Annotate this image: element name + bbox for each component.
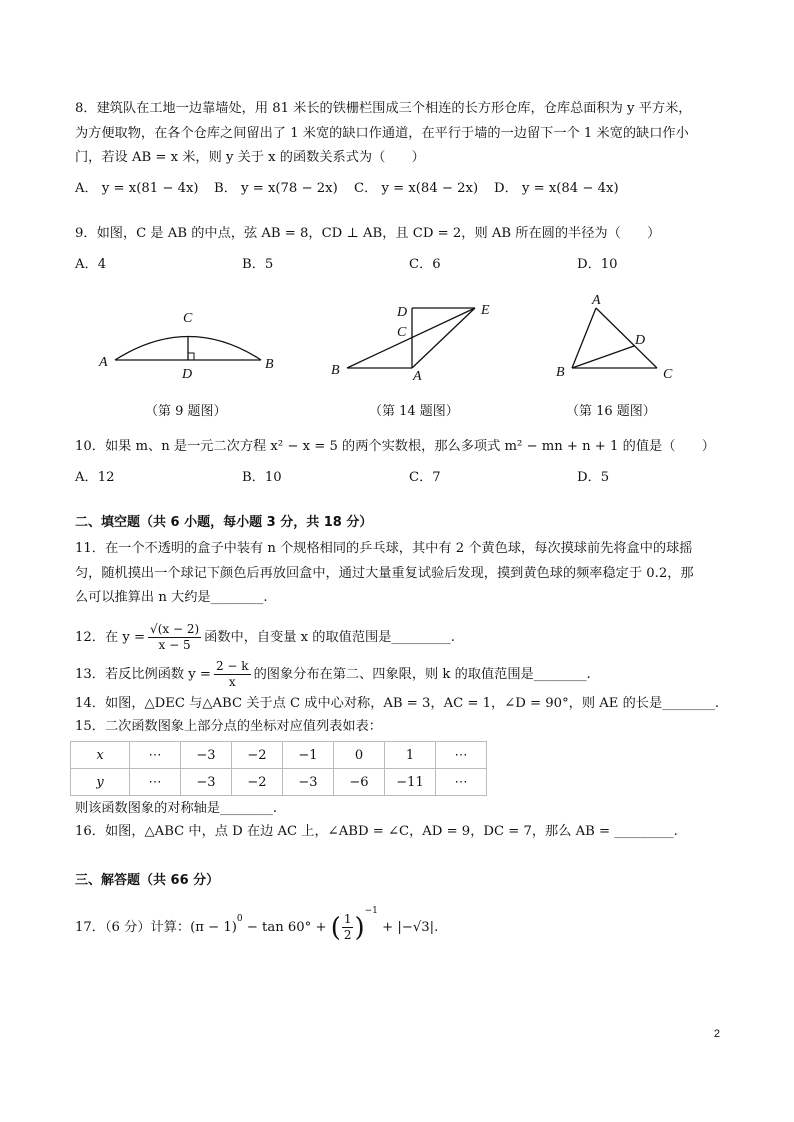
segment-ab (572, 308, 596, 368)
q13-prefix: 13．若反比例函数 y = (75, 666, 211, 682)
q9-option-c: C．6 (409, 257, 441, 272)
x-cell: 0 (334, 742, 385, 769)
q12-suffix: 函数中，自变量 x 的取值范围是_________. (204, 629, 455, 645)
section-2-title: 二、填空题（共 6 小题，每小题 3 分，共 18 分） (75, 515, 373, 530)
segment-ae (412, 308, 475, 368)
segment-be (347, 308, 475, 368)
q11-line-3: 么可以推算出 n 大约是________. (75, 590, 268, 605)
q8-line-2: 为方便取物，在各个仓库之间留出了 1 米宽的缺口作通道，在平行于墙的一边留下一个 1 米宽的缺口作小 (75, 126, 689, 141)
q10-option-b: B．10 (242, 470, 282, 485)
q17-exponent-neg1: −1 (364, 906, 378, 916)
label-c: C (663, 367, 673, 382)
y-cell: −3 (283, 769, 334, 796)
table-row-y (71, 769, 487, 796)
q13-denominator: x (228, 675, 236, 689)
q10-line-1: 10．如果 m、n 是一元二次方程 x² − x = 5 的两个实数根，那么多项式 m² − mn + n + 1 的值是（ ） (75, 439, 715, 454)
q13-line (75, 659, 591, 690)
label-b: B (331, 363, 340, 378)
q8-line-3: 门，若设 AB = x 米，则 y 关于 x 的函数关系式为（ ） (75, 150, 425, 165)
segment-bd (572, 346, 634, 368)
q17-prefix: 17．（6 分）计算：(π − 1) (75, 919, 237, 935)
figure-16 (553, 290, 683, 385)
q13-numerator: 2 − k (215, 659, 249, 673)
label-b: B (265, 357, 274, 372)
x-cell: 1 (385, 742, 436, 769)
q10-option-c: C．7 (409, 470, 441, 485)
q9-option-b: B．5 (242, 257, 274, 272)
q17-mid: − tan 60° + (242, 919, 331, 935)
x-cell: ⋯ (130, 742, 181, 769)
y-cell: −2 (232, 769, 283, 796)
left-paren: ( (330, 912, 341, 943)
y-cell: ⋯ (436, 769, 487, 796)
q12-line (75, 622, 455, 653)
y-cell: ⋯ (130, 769, 181, 796)
figure-9 (95, 308, 285, 383)
q15-value-table (70, 741, 487, 796)
q15-line-2: 则该函数图象的对称轴是________. (75, 801, 278, 816)
label-c: C (397, 325, 407, 340)
y-header: y (71, 769, 130, 796)
q8-option-d: D． y = x(84 − 4x) (494, 181, 619, 196)
section-3-title: 三、解答题（共 66 分） (75, 873, 220, 888)
q17-fraction (342, 912, 354, 943)
q14-line-1: 14．如图，△DEC 与△ABC 关于点 C 成中心对称，AB = 3，AC = 1，∠D = 90°，则 AE 的长是________. (75, 696, 720, 711)
q9-option-a: A．4 (75, 257, 107, 272)
q12-prefix: 12．在 y = (75, 629, 146, 645)
q11-line-2: 匀，随机摸出一个球记下颜色后再放回盒中，通过大量重复试验后发现，摸到黄色球的频率稳定于 0.2，那 (75, 566, 694, 581)
label-a: A (592, 293, 601, 308)
label-d: D (182, 367, 193, 382)
q17-suffix: + |−√3|. (377, 919, 439, 935)
q16-line-1: 16．如图，△ABC 中，点 D 在边 AC 上，∠ABD = ∠C，AD = 9，DC = 7，那么 AB = _________. (75, 824, 678, 839)
q15-line-1: 15．二次函数图象上部分点的坐标对应值列表如表： (75, 719, 382, 734)
y-cell: −6 (334, 769, 385, 796)
q17-exponent-zero: 0 (236, 914, 243, 924)
x-header: x (71, 742, 130, 769)
table-row-x (71, 742, 487, 769)
q9-option-d: D．10 (577, 257, 618, 272)
q8-option-b: B． y = x(78 − 2x) (214, 181, 338, 196)
figure-14 (325, 298, 505, 383)
q17-frac-den: 2 (343, 928, 352, 942)
q12-fraction (148, 622, 201, 653)
q10-option-a: A．12 (75, 470, 115, 485)
y-cell: −11 (385, 769, 436, 796)
figure-9-caption: （第 9 题图） (145, 404, 227, 419)
q13-fraction (214, 659, 251, 690)
x-cell: −3 (181, 742, 232, 769)
right-paren: ) (354, 912, 365, 943)
q17-line (75, 906, 439, 943)
label-c: C (183, 311, 193, 326)
figure-14-caption: （第 14 题图） (369, 404, 459, 419)
q11-line-1: 11．在一个不透明的盒子中装有 n 个规格相同的乒乓球，其中有 2 个黄色球，每次摸球前先将盒中的球摇 (75, 541, 693, 556)
label-d: D (397, 305, 408, 320)
x-cell: −2 (232, 742, 283, 769)
q12-denominator: x − 5 (158, 638, 191, 652)
label-d: D (635, 333, 646, 348)
q9-line-1: 9．如图，C 是 AB 的中点，弦 AB = 8，CD ⊥ AB，且 CD = 2，则 AB 所在圆的半径为（ ） (75, 226, 661, 241)
q8-line-1: 8．建筑队在工地一边靠墙处，用 81 米长的铁栅栏围成三个相连的长方形仓库，仓库总面积为 y 平方米， (75, 101, 692, 116)
page-number: 2 (713, 1028, 720, 1040)
label-a: A (413, 369, 422, 384)
q10-option-d: D．5 (577, 470, 610, 485)
label-e: E (481, 303, 490, 318)
q8-option-a: A． y = x(81 − 4x) (75, 181, 199, 196)
y-cell: −3 (181, 769, 232, 796)
label-b: B (556, 365, 565, 380)
x-cell: ⋯ (436, 742, 487, 769)
q17-frac-num: 1 (343, 912, 352, 926)
q8-option-c: C． y = x(84 − 2x) (354, 181, 479, 196)
right-angle-mark (188, 353, 194, 360)
segment-ac (596, 308, 657, 368)
label-a: A (99, 355, 108, 370)
figure-16-caption: （第 16 题图） (566, 404, 656, 419)
q12-numerator: √(x − 2) (150, 622, 200, 636)
x-cell: −1 (283, 742, 334, 769)
q13-suffix: 的图象分布在第二、四象限，则 k 的取值范围是________. (253, 666, 591, 682)
